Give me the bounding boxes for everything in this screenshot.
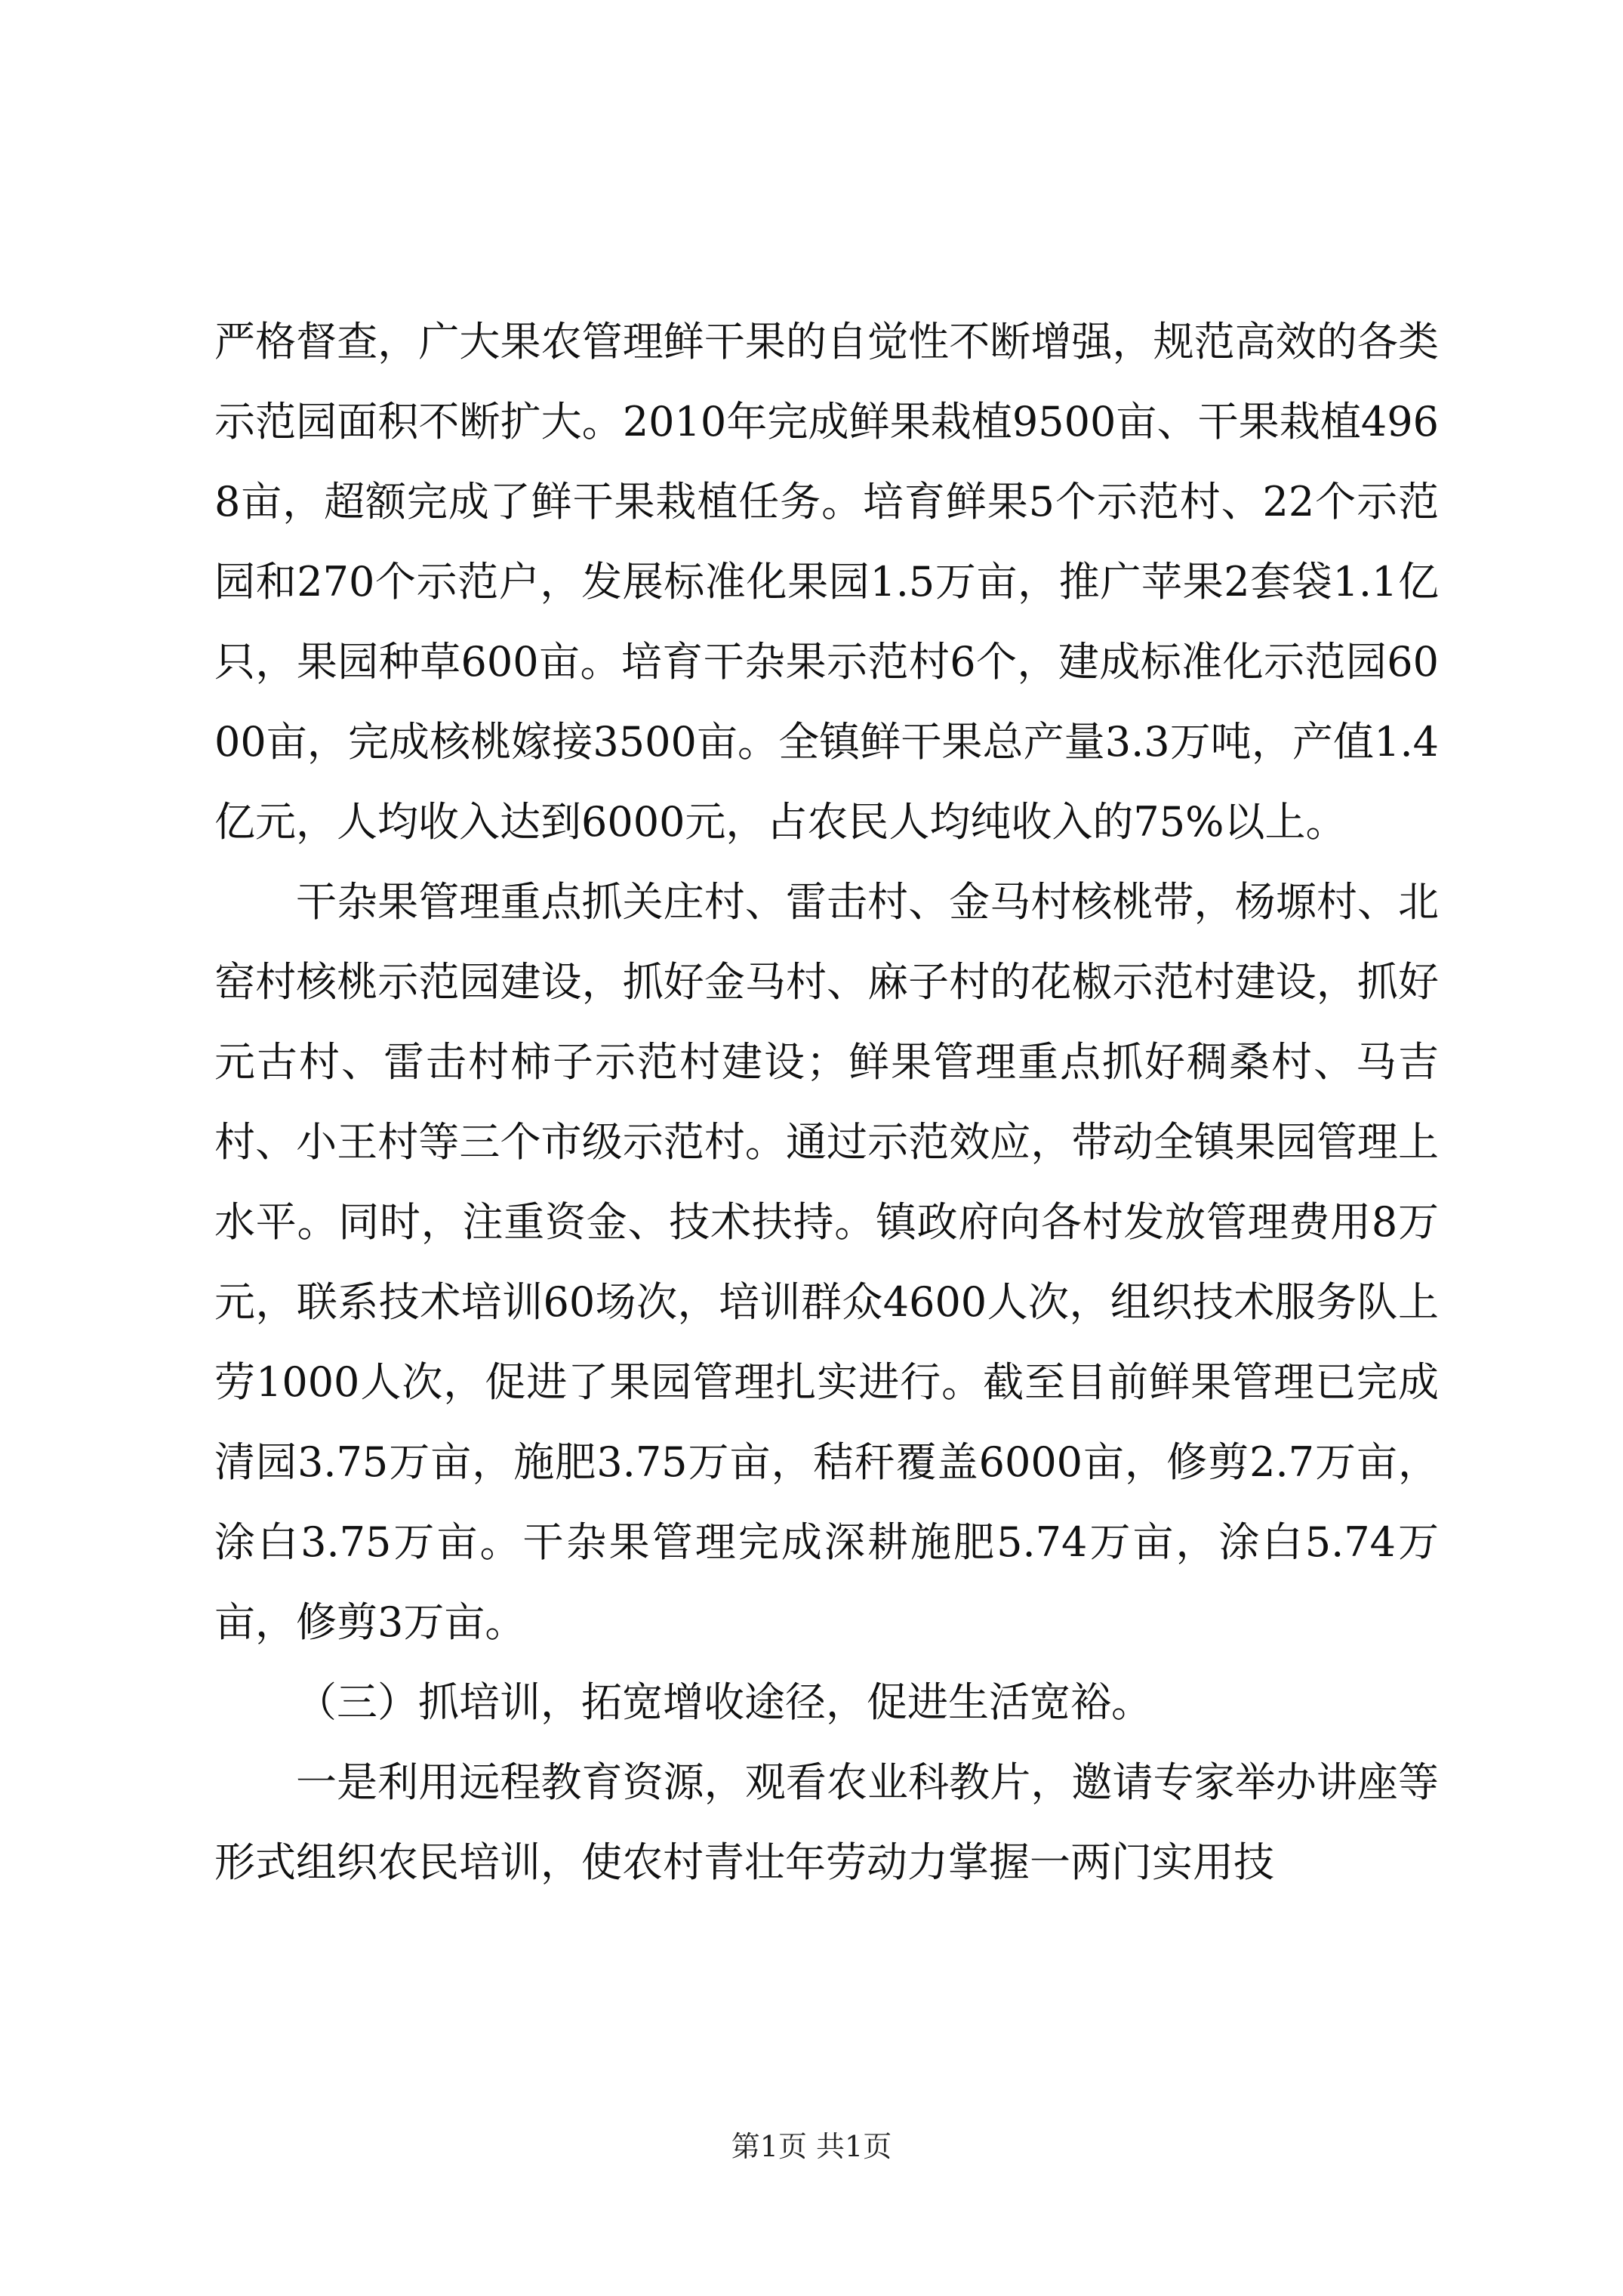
section-heading-training: （三）抓培训，拓宽增收途径，促进生活宽裕。 xyxy=(296,1678,1152,1726)
paragraph-fruit-results: 严格督查，广大果农管理鲜干果的自觉性不断增强，规范高效的各类示范园面积不断扩大。2010年完成鲜果栽植9500亩、干果栽植4968亩，超额完成了鲜干果栽植任务。培育鲜果5个示范村、22个示范园和270个示范户，发展标准化果园1.5万亩，推广苹果2套袋1.1亿只，果园种草600亩。培育干杂果示范村6个，建成标准化示范园6000亩，完成核桃嫁接3500亩。全镇鲜干果总产量3.3万吨，产值1.4亿元，人均收入达到6000元，占农民人均纯收入的75%以上。 xyxy=(214,318,1439,846)
page-footer: 第1页 共1页 xyxy=(731,2130,892,2163)
document-body xyxy=(214,302,1439,1903)
paragraph-training: 一是利用远程教育资源，观看农业科教片，邀请专家举办讲座等形式组织农民培训，使农村青壮年劳动力掌握一两门实用技 xyxy=(214,1758,1439,1886)
paragraph-fruit-management: 干杂果管理重点抓关庄村、雷击村、金马村核桃带，杨塬村、北窑村核桃示范园建设，抓好金马村、麻子村的花椒示范村建设，抓好元古村、雷击村柿子示范村建设；鲜果管理重点抓好稠桑村、马吉村、小王村等三个市级示范村。通过示范效应，带动全镇果园管理上水平。同时，注重资金、技术扶持。镇政府向各村发放管理费用8万元，联系技术培训60场次，培训群众4600人次，组织技术服务队上劳1000人次，促进了果园管理扎实进行。截至目前鲜果管理已完成清园3.75万亩，施肥3.75万亩，秸秆覆盖6000亩，修剪2.7万亩，涂白3.75万亩。干杂果管理完成深耕施肥5.74万亩，涂白5.74万亩，修剪3万亩。 xyxy=(214,878,1439,1646)
